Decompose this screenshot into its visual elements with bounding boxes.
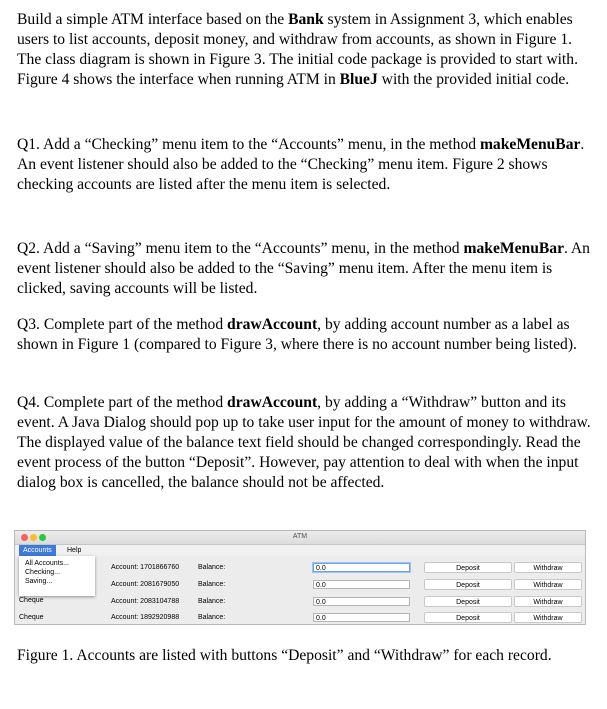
menu-bar (15, 545, 585, 556)
account-type-label: Cheque (19, 614, 44, 621)
menu-item-checking[interactable]: Checking... (25, 569, 61, 576)
account-number-label: Account: 2081679050 (111, 581, 180, 588)
balance-field[interactable]: 0.0 (313, 563, 410, 572)
question-1 (17, 135, 592, 195)
menu-item-all-accounts[interactable]: All Accounts... (25, 560, 69, 567)
q2-text-1: Q2. Add a “Saving” menu item to the “Accounts” menu, in the method (17, 240, 464, 257)
q3-method: drawAccount (227, 316, 318, 333)
deposit-button[interactable]: Deposit (424, 596, 512, 607)
balance-field[interactable]: 0.0 (313, 580, 410, 589)
bluej-keyword: BlueJ (339, 71, 378, 88)
deposit-button[interactable]: Deposit (424, 579, 512, 590)
withdraw-button[interactable]: Withdraw (514, 562, 582, 573)
bank-keyword: Bank (288, 11, 324, 28)
balance-label: Balance: (198, 614, 226, 621)
q4-text-1: Q4. Complete part of the method (17, 394, 228, 411)
menu-item-saving[interactable]: Saving... (25, 578, 53, 585)
question-3 (17, 315, 592, 355)
withdraw-button[interactable]: Withdraw (514, 612, 582, 623)
q1-text-1: Q1. Add a “Checking” menu item to the “Accounts” menu, in the method (17, 136, 480, 153)
q4-method: drawAccount (227, 394, 318, 411)
deposit-button[interactable]: Deposit (424, 562, 512, 573)
window-title: ATM (292, 533, 308, 540)
intro-text-3: with the provided initial code. (377, 71, 570, 88)
balance-label: Balance: (198, 564, 226, 571)
withdraw-button[interactable]: Withdraw (514, 596, 582, 607)
balance-label: Balance: (198, 581, 226, 588)
account-type-label: Cheque (19, 597, 44, 604)
account-number-label: Account: 2083104788 (111, 598, 180, 605)
account-number-label: Account: 1701866760 (111, 564, 180, 571)
atm-window (14, 530, 586, 625)
account-number-label: Account: 1892920988 (111, 614, 180, 621)
q2-method: makeMenuBar (463, 240, 564, 257)
withdraw-button[interactable]: Withdraw (514, 579, 582, 590)
q3-text-1: Q3. Complete part of the method (17, 316, 228, 333)
accounts-dropdown (19, 556, 95, 596)
accounts-menu[interactable]: Accounts (19, 545, 56, 556)
balance-label: Balance: (198, 598, 226, 605)
q4-text-2: , by adding a “Withdraw” button and its event. A Java Dialog should pop up to take user input for the amount of money to withdraw. The displayed value of the balance text field should be changed correspondingly. Read the event process of the button “Deposit”. However, pay attention to deal with when the input dialog box is cancelled, the balance should not be affected. (17, 394, 591, 491)
intro-text-2: system in Assignment 3, which enables users to list accounts, deposit money, and withdraw from accounts, as shown in Figure 1. The class diagram is shown in Figure 3. The initial code package is provided to start with. Figure 4 shows the interface when running ATM in (17, 11, 578, 88)
window-titlebar (15, 531, 585, 545)
question-4 (17, 393, 592, 493)
q2-text-2: . An event listener should also be added to the “Saving” menu item. After the menu item is clicked, saving accounts will be listed. (17, 240, 590, 297)
figure-caption: Figure 1. Accounts are listed with buttons “Deposit” and “Withdraw” for each record. (17, 647, 552, 664)
question-2 (17, 239, 592, 299)
intro-paragraph (17, 10, 592, 90)
balance-field[interactable]: 0.0 (313, 597, 410, 606)
help-menu[interactable]: Help (67, 547, 82, 554)
q1-text-2: . An event listener should also be added to the “Checking” menu item. Figure 2 shows checking accounts are listed after the menu item is selected. (17, 136, 585, 193)
balance-field[interactable]: 0.0 (313, 613, 410, 622)
q3-text-2: , by adding account number as a label as shown in Figure 1 (compared to Figure 3, where there is no account number being listed). (17, 316, 577, 353)
intro-text-1: Build a simple ATM interface based on the (17, 11, 289, 28)
q1-method: makeMenuBar (479, 136, 581, 153)
deposit-button[interactable]: Deposit (424, 612, 512, 623)
